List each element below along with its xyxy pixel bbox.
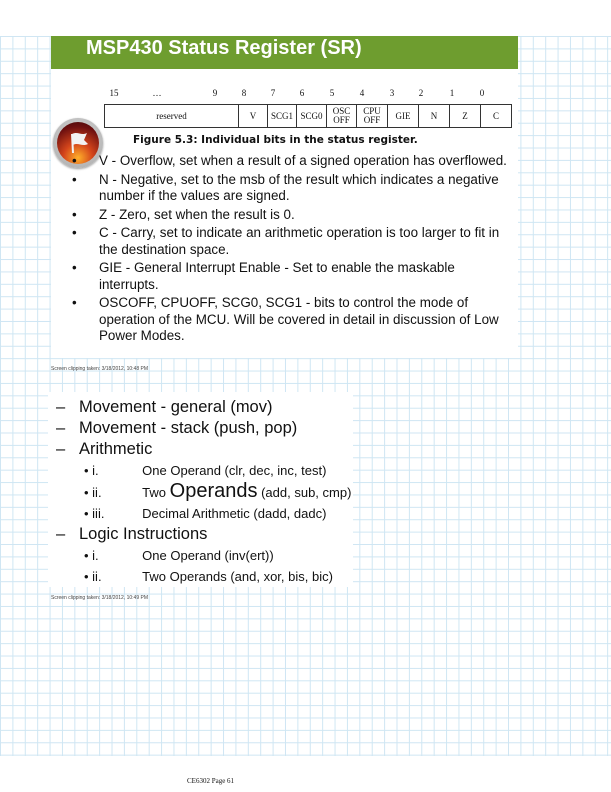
bit-number: 0 xyxy=(479,88,485,98)
outline-item: – Arithmetic xyxy=(56,440,153,458)
field-oscoff: OSC OFF xyxy=(326,105,356,127)
list-item: • OSCOFF, CPUOFF, SCG0, SCG1 - bits to control the mode of operation of the MCU. Will be covered in detail in discussion of Low Power Modes. xyxy=(69,295,514,345)
list-item: • C - Carry, set to indicate an arithmetic operation is too larger to fit in the destination space. xyxy=(69,225,514,258)
list-item: • Z - Zero, set when the result is 0. xyxy=(69,207,514,224)
bit-number: … xyxy=(152,88,162,98)
outline-subitem: • ii. Two Operands (and, xor, bis, bic) xyxy=(84,569,333,584)
figure-caption: Figure 5.3: Individual bits in the status register. xyxy=(133,134,418,146)
bit-number: 1 xyxy=(449,88,455,98)
clip-timestamp: Screen clipping taken: 3/18/2012, 10:49 PM xyxy=(51,595,149,601)
field-c: C xyxy=(480,105,511,127)
outline-item: – Logic Instructions xyxy=(56,525,208,543)
outline-item: – Movement - stack (push, pop) xyxy=(56,419,298,437)
outline-subitem: • ii. Two Operands (add, sub, cmp) xyxy=(84,480,352,502)
instruction-outline xyxy=(56,397,351,587)
field-cpuoff: CPU OFF xyxy=(356,105,387,127)
slide-title: MSP430 Status Register (SR) xyxy=(86,37,362,59)
bit-number: 5 xyxy=(329,88,335,98)
slide-header xyxy=(51,36,518,69)
register-fields xyxy=(104,104,512,128)
bit-number: 3 xyxy=(389,88,395,98)
bit-number: 15 xyxy=(109,88,119,98)
field-n: N xyxy=(418,105,449,127)
bit-number: 4 xyxy=(359,88,365,98)
page-footer: CE6302 Page 61 xyxy=(187,777,235,785)
field-gie: GIE xyxy=(387,105,418,127)
field-scg0: SCG0 xyxy=(296,105,326,127)
bit-number: 8 xyxy=(241,88,247,98)
list-item: • V - Overflow, set when a result of a signed operation has overflowed. xyxy=(69,153,514,170)
status-bit-descriptions xyxy=(69,153,514,347)
list-item: • GIE - General Interrupt Enable - Set to enable the maskable interrupts. xyxy=(69,260,514,293)
bit-number: 2 xyxy=(418,88,424,98)
outline-item: – Movement - general (mov) xyxy=(56,398,273,416)
field-v: V xyxy=(238,105,267,127)
field-scg1: SCG1 xyxy=(267,105,296,127)
bit-number: 9 xyxy=(212,88,218,98)
field-reserved: reserved xyxy=(156,110,187,121)
field-z: Z xyxy=(449,105,480,127)
bit-number: 6 xyxy=(299,88,305,98)
bit-number: 7 xyxy=(270,88,276,98)
outline-subitem: • i. One Operand (inv(ert)) xyxy=(84,548,274,563)
instruction-types-clipping xyxy=(48,392,353,587)
outline-subitem: • iii. Decimal Arithmetic (dadd, dadc) xyxy=(84,506,327,521)
list-item: • N - Negative, set to the msb of the result which indicates a negative number if the values are signed. xyxy=(69,172,514,205)
clip-timestamp: Screen clipping taken: 3/18/2012, 10:48 PM xyxy=(51,366,149,372)
outline-subitem: • i. One Operand (clr, dec, inc, test) xyxy=(84,463,327,478)
status-register-clipping xyxy=(51,36,518,358)
